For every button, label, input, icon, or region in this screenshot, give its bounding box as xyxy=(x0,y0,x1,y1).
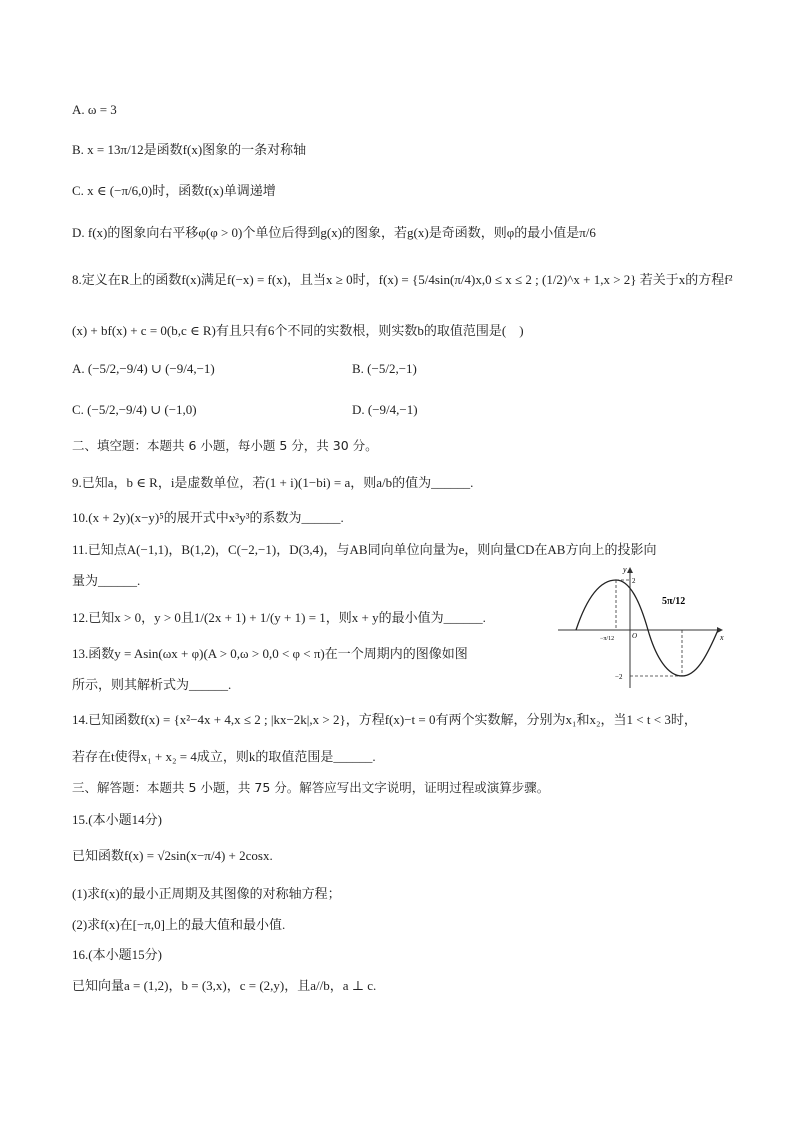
question-15-part1: (1)求f(x)的最小正周期及其图像的对称轴方程； xyxy=(72,886,341,901)
question-15: 已知函数f(x) = √2sin(x−π/4) + 2cosx. xyxy=(72,848,273,863)
option-8a: A. (−5/2,−9/4) ∪ (−9/4,−1) xyxy=(72,361,215,376)
section-solutions: 三、解答题：本题共 5 小题，共 75 分。解答应写出文字说明，证明过程或演算步骤。 xyxy=(72,780,550,795)
section-fill-in: 二、填空题：本题共 6 小题，每小题 5 分，共 30 分。 xyxy=(72,438,378,453)
sine-curve xyxy=(576,580,718,676)
question-10: 10.(x + 2y)(x−y)⁵的展开式中x³y³的系数为______. xyxy=(72,510,344,525)
question-15-part2: (2)求f(x)在[−π,0]上的最大值和最小值. xyxy=(72,917,286,932)
question-15-header: 15.(本小题14分) xyxy=(72,812,162,827)
question-11: 11.已知点A(−1,1)，B(1,2)，C(−2,−1)，D(3,4)，与AB同向单位向量为e，则向量CD在AB方向上的投影向 xyxy=(72,542,657,557)
question-12: 12.已知x > 0，y > 0且1/(2x + 1) + 1/(y + 1) = 1，则x + y的最小值为______. xyxy=(72,610,486,625)
option-7d: D. f(x)的图象向右平移φ(φ > 0)个单位后得到g(x)的图象，若g(x)是奇函数，则φ的最小值是π/6 xyxy=(72,225,596,240)
left-tick-label: −π/12 xyxy=(600,636,615,642)
question-13: 13.函数y = Asin(ωx + φ)(A > 0,ω > 0,0 < φ < π)在一个周期内的图像如图 xyxy=(72,646,468,661)
question-8-cont: (x) + bf(x) + c = 0(b,c ∈ R)有且只有6个不同的实数根，则实数b的取值范围是( ) xyxy=(72,323,524,338)
option-8d: D. (−9/4,−1) xyxy=(352,402,418,417)
y-axis-label: y xyxy=(623,565,627,574)
question-11-cont: 量为______. xyxy=(72,573,141,588)
question-14: 14.已知函数f(x) = {x²−4x + 4,x ≤ 2 ; |kx−2k|,x > 2}，方程f(x)−t = 0有两个实数解，分别为x₁和x₂，当1 < t < 3时， xyxy=(72,712,697,727)
question-8: 8.定义在R上的函数f(x)满足f(−x) = f(x)，且当x ≥ 0时，f(x) = {5/4sin(π/4)x,0 ≤ x ≤ 2 ; (1/2)^x + 1,x > 2} 若关于x的方程f² xyxy=(72,272,733,287)
origin-label: O xyxy=(632,632,638,640)
question-9: 9.已知a，b ∈ R，i是虚数单位，若(1 + i)(1−bi) = a，则a/b的值为______. xyxy=(72,475,474,490)
question-14-cont: 若存在t使得x₁ + x₂ = 4成立，则k的取值范围是______. xyxy=(72,749,376,764)
max-label: 2 xyxy=(632,577,636,585)
x-axis-label: x xyxy=(720,633,724,642)
question-16-header: 16.(本小题15分) xyxy=(72,947,162,962)
option-8c: C. (−5/2,−9/4) ∪ (−1,0) xyxy=(72,402,197,417)
question-16: 已知向量a = (1,2)，b = (3,x)，c = (2,y)，且a//b，a ⊥ c. xyxy=(72,978,377,993)
sine-graph-figure xyxy=(556,562,728,692)
option-8b: B. (−5/2,−1) xyxy=(352,361,417,376)
question-13-cont: 所示，则其解析式为______. xyxy=(72,677,232,692)
option-7b: B. x = 13π/12是函数f(x)图象的一条对称轴 xyxy=(72,142,307,157)
option-7a: A. ω = 3 xyxy=(72,102,117,117)
min-label: −2 xyxy=(615,673,623,681)
option-7c: C. x ∈ (−π/6,0)时，函数f(x)单调递增 xyxy=(72,183,276,198)
annotation-label: 5π/12 xyxy=(662,596,686,607)
